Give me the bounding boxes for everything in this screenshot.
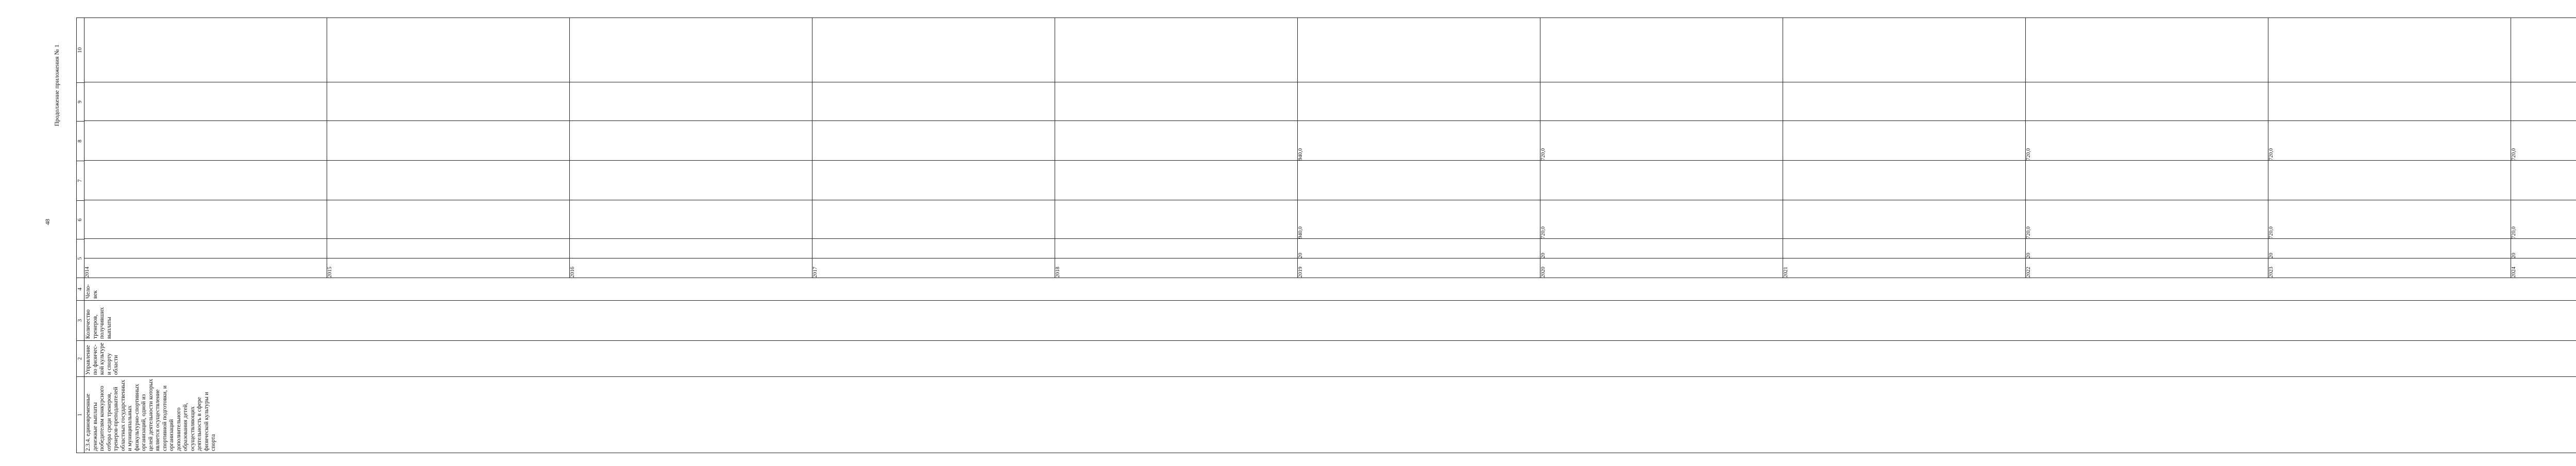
page-number: 48	[44, 219, 51, 225]
year-row	[327, 18, 570, 278]
col-number-1: 1	[77, 377, 84, 453]
col8-value: 720,0	[2511, 121, 2576, 161]
year-row	[1783, 18, 2026, 278]
year-cell: 2017	[812, 258, 1055, 278]
col5-value	[327, 239, 570, 258]
column-number-row	[77, 18, 84, 453]
executor-cell: Управление по физичес-кой культуре и спорту области	[84, 341, 2576, 377]
year-row	[2026, 18, 2268, 278]
col9-value	[812, 82, 1055, 121]
year-cell: 2014	[84, 258, 327, 278]
col6-value	[84, 200, 327, 239]
year-cell: 2020	[1540, 258, 1783, 278]
col-number-4: 4	[77, 278, 84, 301]
col5-value: 20	[2268, 239, 2511, 258]
year-cell: 2015	[327, 258, 570, 278]
col5-value	[1055, 239, 1298, 258]
col5-value: 20	[2511, 239, 2576, 258]
col8-value	[1783, 121, 2026, 161]
col10-value	[2268, 18, 2511, 82]
col7-value	[327, 161, 570, 200]
col6-value	[327, 200, 570, 239]
year-cell: 2016	[570, 258, 812, 278]
col-number-10: 10	[77, 18, 84, 83]
col7-value	[84, 161, 327, 200]
year-row	[2511, 18, 2576, 278]
col-number-7: 7	[77, 161, 84, 201]
col9-value	[2511, 82, 2576, 121]
col9-value	[84, 82, 327, 121]
year-row	[570, 18, 812, 278]
col10-value	[2511, 18, 2576, 82]
col10-value	[570, 18, 812, 82]
col7-value	[2026, 161, 2268, 200]
col7-value	[1055, 161, 1298, 200]
col9-value	[2026, 82, 2268, 121]
col6-value: 720,0	[2026, 200, 2268, 239]
col10-value	[84, 18, 327, 82]
col9-value	[1540, 82, 1783, 121]
col10-value	[812, 18, 1055, 82]
col5-value	[84, 239, 327, 258]
col10-value	[1055, 18, 1298, 82]
col6-value	[570, 200, 812, 239]
col9-value	[327, 82, 570, 121]
year-cell: 2022	[2026, 258, 2268, 278]
col8-value	[812, 121, 1055, 161]
year-row	[84, 18, 327, 278]
col-number-3: 3	[77, 301, 84, 341]
col7-value	[1540, 161, 1783, 200]
col6-value: 720,0	[2268, 200, 2511, 239]
col8-value: 720,0	[2026, 121, 2268, 161]
table-row	[84, 18, 2576, 453]
indicator-cell: Количество тренеров, получивших выплаты	[84, 301, 2576, 341]
col9-value	[1783, 82, 2026, 121]
col10-value	[327, 18, 570, 82]
col7-value	[1783, 161, 2026, 200]
col5-value: 20	[1298, 239, 1540, 258]
col5-value	[1783, 239, 2026, 258]
yearly-values-table	[84, 18, 2576, 278]
col8-value: 720,0	[2268, 121, 2511, 161]
col6-value: 940,0	[1298, 200, 1540, 239]
col6-value	[1055, 200, 1298, 239]
col10-value	[1540, 18, 1783, 82]
col7-value	[812, 161, 1055, 200]
col6-value	[812, 200, 1055, 239]
col8-value	[84, 121, 327, 161]
year-row	[2268, 18, 2511, 278]
year-row	[1540, 18, 1783, 278]
col7-value	[1298, 161, 1540, 200]
program-table	[76, 18, 2576, 453]
col5-value	[812, 239, 1055, 258]
col7-value	[2511, 161, 2576, 200]
year-row	[1055, 18, 1298, 278]
year-row	[812, 18, 1055, 278]
col6-value	[1783, 200, 2026, 239]
col8-value: 940,0	[1298, 121, 1540, 161]
appendix-continuation-title: Продолжение приложения № 1	[53, 44, 60, 126]
col-number-9: 9	[77, 83, 84, 122]
col9-value	[1055, 82, 1298, 121]
col6-value: 720,0	[2511, 200, 2576, 239]
col10-value	[1298, 18, 1540, 82]
col8-value	[1055, 121, 1298, 161]
unit-cell: Чело-век	[84, 278, 2576, 301]
col5-value: 20	[1540, 239, 1783, 258]
col8-value	[570, 121, 812, 161]
col8-value	[327, 121, 570, 161]
col-number-8: 8	[77, 122, 84, 161]
year-cell: 2024	[2511, 258, 2576, 278]
measure-cell: 2.3.4. единовременные денежные выплаты победителям конкурсного отбора среди тренеров, тренеров-преподавателей областных государственных и муниципальных физкультурно-спортивных организаций, одной из целей деятельности которых является осуществление спортивной подготовки, и организаций дополнительного образования детей, осуществляющих деятельность в сфере физической культуры и спорта	[84, 377, 2576, 453]
col10-value	[1783, 18, 2026, 82]
col6-value: 720,0	[1540, 200, 1783, 239]
col7-value	[570, 161, 812, 200]
col7-value	[2268, 161, 2511, 200]
col8-value: 720,0	[1540, 121, 1783, 161]
year-row	[1298, 18, 1540, 278]
year-cell: 2018	[1055, 258, 1298, 278]
year-cell: 2023	[2268, 258, 2511, 278]
col9-value	[2268, 82, 2511, 121]
yearly-values-cell	[84, 18, 2576, 278]
col-number-6: 6	[77, 201, 84, 239]
col5-value: 20	[2026, 239, 2268, 258]
year-cell: 2019	[1298, 258, 1540, 278]
col-number-2: 2	[77, 341, 84, 377]
col9-value	[1298, 82, 1540, 121]
col10-value	[2026, 18, 2268, 82]
col-number-5: 5	[77, 239, 84, 278]
year-cell: 2021	[1783, 258, 2026, 278]
col5-value	[570, 239, 812, 258]
col9-value	[570, 82, 812, 121]
